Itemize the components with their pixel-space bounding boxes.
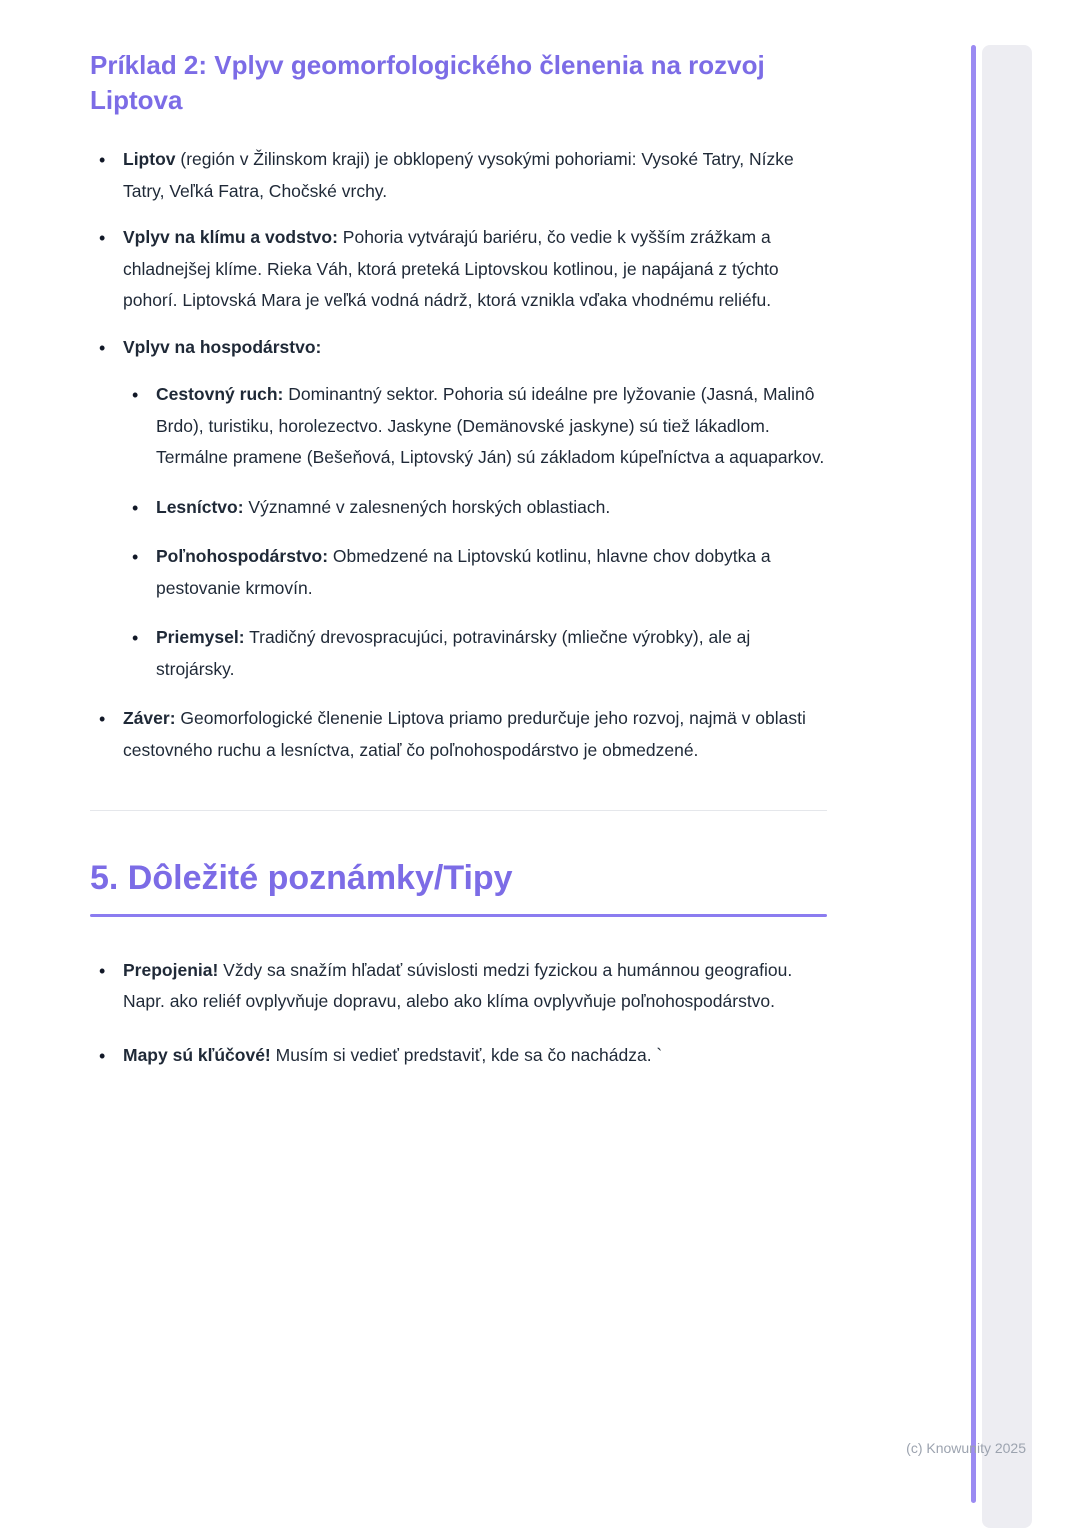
item-lead: Cestovný ruch:: [156, 384, 284, 405]
example-heading: Príklad 2: Vplyv geomorfologického členenia na rozvoj Liptova: [90, 50, 765, 116]
item-text: Vždy sa snažím hľadať súvislosti medzi fyzickou a humánnou geografiou. Napr. ako reliéf ovplyvňuje dopravu, alebo ako klíma ovplyvňuje poľnohospodárstvo.: [123, 959, 793, 1012]
item-lead: Záver:: [123, 708, 176, 729]
example-bullet-list: [90, 144, 827, 766]
item-lead: Liptov: [123, 149, 176, 170]
scrollbar-track[interactable]: [982, 45, 1032, 1528]
item-text: Významné v zalesnených horských oblastiach.: [243, 496, 611, 517]
economy-sublist: [123, 379, 827, 685]
item-lead: Vplyv na klímu a vodstvo:: [123, 227, 338, 248]
tips-heading: 5. Dôležité poznámky/Tipy: [90, 859, 513, 898]
item-text: Obmedzené na Liptovskú kotlinu, hlavne chov dobytka a pestovanie krmovín.: [156, 546, 771, 598]
list-item: [123, 622, 827, 685]
item-lead: Prepojenia!: [123, 959, 219, 980]
list-item: [90, 703, 827, 766]
list-item: [123, 492, 827, 524]
list-item: [90, 955, 827, 1018]
list-item: [90, 222, 827, 317]
item-lead: Vplyv na hospodárstvo:: [123, 336, 322, 357]
list-item: [90, 144, 827, 207]
item-text: Geomorfologické členenie Liptova priamo predurčuje jeho rozvoj, najmä v oblasti cestovného ruchu a lesníctva, zatiaľ čo poľnohospodárstvo je obmedzené.: [123, 708, 806, 760]
item-text: Musím si vedieť predstaviť, kde sa čo nachádza. `: [270, 1044, 663, 1065]
tips-bullet-list: [90, 955, 827, 1072]
copyright-notice: (c) Knowunity 2025: [906, 1440, 1026, 1456]
item-lead: Priemysel:: [156, 627, 245, 648]
item-lead: Poľnohospodárstvo:: [156, 546, 329, 567]
scrollbar-thumb[interactable]: [971, 45, 976, 1503]
item-text: Dominantný sektor. Pohoria sú ideálne pre lyžovanie (Jasná, Malinô Brdo), turistiku, horolezectvo. Jaskyne (Demänovské jaskyne) sú tiež lákadlom. Termálne pramene (Bešeňová, Liptovský Ján) sú základom kúpeľníctva a aquaparkov.: [156, 384, 825, 468]
notes-content: [90, 48, 827, 1093]
item-text: Pohoria vytvárajú bariéru, čo vedie k vyšším zrážkam a chladnejšej klíme. Rieka Váh, ktorá preteká Liptovskou kotlinou, je napájaná z týchto pohorí. Liptovská Mara je veľká vodná nádrž, ktorá vznikla vďaka vhodnému reliéfu.: [123, 227, 779, 311]
item-text: (región v Žilinskom kraji) je obklopený vysokými pohoriami: Vysoké Tatry, Nízke Tatry, Veľká Fatra, Chočské vrchy.: [123, 149, 794, 201]
list-item: [123, 379, 827, 474]
tips-heading-underline: [90, 914, 827, 917]
item-lead: Lesníctvo:: [156, 496, 244, 517]
item-lead: Mapy sú kľúčové!: [123, 1044, 271, 1065]
list-item: [123, 541, 827, 604]
list-item: [90, 1040, 827, 1072]
section-divider: [90, 810, 827, 811]
list-item: [90, 332, 827, 686]
item-text: Tradičný drevospracujúci, potravinársky (mliečne výrobky), ale aj strojársky.: [156, 627, 751, 679]
